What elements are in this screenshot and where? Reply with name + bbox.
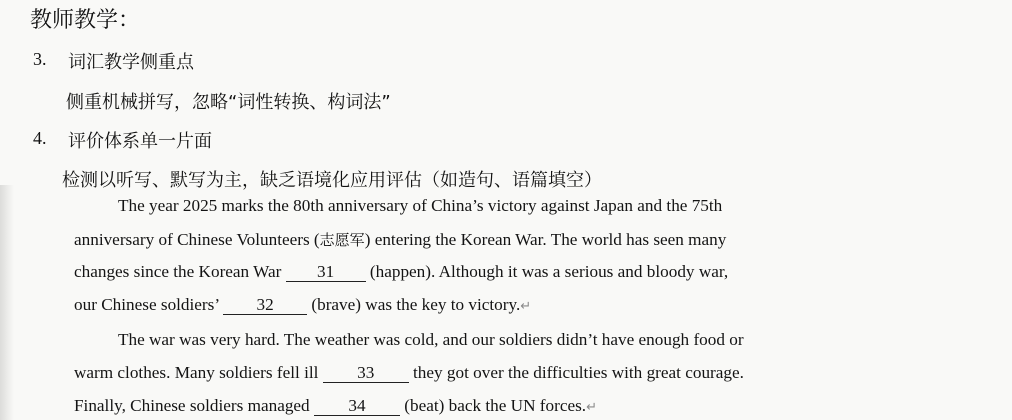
passage-text: (brave) was the key to victory. bbox=[307, 295, 521, 314]
passage-text: (happen). Although it was a serious and bloody war, bbox=[365, 262, 729, 281]
item-3-title: 词汇教学侧重点 bbox=[68, 52, 194, 73]
blank-32: 32 bbox=[223, 296, 307, 315]
passage-line-3 bbox=[74, 262, 728, 282]
paragraph-return-mark: ↵ bbox=[586, 400, 597, 415]
passage-text: The war was very hard. The weather was cold, and our soldiers didn’t have enough food or bbox=[118, 330, 744, 349]
passage-line-1 bbox=[118, 196, 722, 216]
passage-text: Finally, Chinese soldiers managed bbox=[74, 396, 314, 415]
passage-text: The year 2025 marks the 80th anniversary of China’s victory against Japan and the 75th bbox=[118, 196, 723, 215]
item-3-description: 侧重机械拼写，忽略“词性转换、构词法” bbox=[66, 92, 391, 113]
blank-31: 31 bbox=[286, 263, 366, 282]
scan-edge-shadow bbox=[0, 185, 14, 420]
passage-text: changes since the Korean War bbox=[74, 262, 286, 281]
blank-33: 33 bbox=[323, 364, 409, 383]
item-4-number: 4. bbox=[33, 128, 47, 148]
passage-text: anniversary of Chinese Volunteers ( bbox=[74, 230, 320, 249]
page-heading: 教师教学： bbox=[30, 8, 141, 33]
paragraph-return-mark: ↵ bbox=[520, 299, 532, 314]
passage-line-6 bbox=[74, 363, 744, 383]
item-3-number: 3. bbox=[33, 49, 47, 69]
passage-line-5 bbox=[118, 330, 744, 350]
item-4-title: 评价体系单一片面 bbox=[68, 131, 212, 152]
chinese-term: 志愿军 bbox=[319, 231, 365, 249]
passage-text: warm clothes. Many soldiers fell ill bbox=[74, 363, 323, 382]
passage-line-4 bbox=[74, 295, 531, 315]
passage-text: they got over the difficulties with great courage. bbox=[408, 363, 744, 382]
passage-text: (beat) back the UN forces. bbox=[399, 396, 587, 415]
item-4-description: 检测以听写、默写为主，缺乏语境化应用评估（如造句、语篇填空） bbox=[62, 170, 602, 191]
blank-34: 34 bbox=[314, 397, 400, 416]
passage-text: ) entering the Korean War. The world has seen many bbox=[364, 230, 727, 249]
passage-line-7 bbox=[74, 396, 597, 416]
passage-line-2 bbox=[74, 229, 726, 250]
passage-text: our Chinese soldiers’ bbox=[74, 295, 224, 314]
